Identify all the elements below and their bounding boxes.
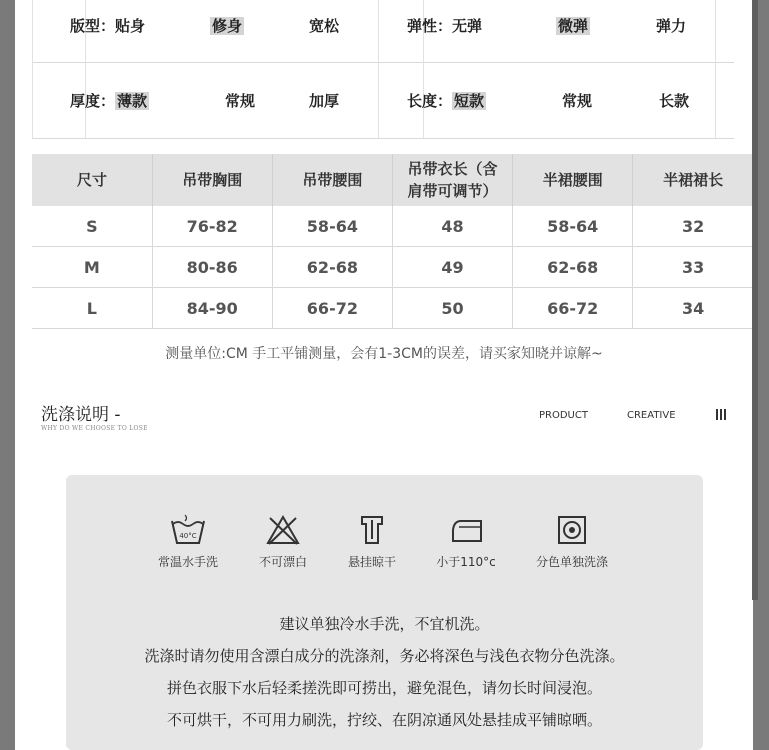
col-header-skirt-length: 半裙裙长 bbox=[633, 154, 753, 206]
table-cell: 32 bbox=[633, 206, 753, 247]
care-label-no-bleach: 不可漂白 bbox=[258, 555, 307, 569]
thickness-attribute bbox=[70, 90, 149, 111]
fit-option-slim bbox=[210, 15, 244, 36]
length-option-short: 短款 bbox=[454, 92, 485, 110]
table-cell: 34 bbox=[633, 288, 753, 329]
col-header-cami-bust: 吊带胸围 bbox=[152, 154, 272, 206]
separate-wash-icon bbox=[553, 513, 591, 547]
table-cell: M bbox=[32, 247, 152, 288]
care-item-iron bbox=[421, 513, 511, 570]
length-option-long: 长款 bbox=[659, 92, 690, 110]
length-attribute bbox=[407, 90, 486, 111]
length-label: 长度： bbox=[407, 92, 453, 110]
table-cell: 66-72 bbox=[513, 288, 633, 329]
col-header-cami-length-line1: 吊带衣长（含 bbox=[407, 160, 498, 178]
divider bbox=[715, 0, 716, 62]
elasticity-attribute bbox=[407, 15, 482, 36]
attribute-row-thickness-length bbox=[32, 62, 734, 139]
size-table bbox=[32, 154, 753, 329]
table-cell: L bbox=[32, 288, 152, 329]
fit-attribute bbox=[70, 15, 145, 36]
table-cell: S bbox=[32, 206, 152, 247]
table-row bbox=[32, 288, 753, 329]
table-cell: 48 bbox=[392, 206, 512, 247]
care-item-hang-dry bbox=[327, 513, 417, 570]
table-cell: 49 bbox=[392, 247, 512, 288]
wash-temp-label: 40°C bbox=[179, 532, 197, 540]
thickness-option-thin: 薄款 bbox=[117, 92, 148, 110]
length-option-regular: 常规 bbox=[562, 92, 593, 110]
creative-link[interactable]: CREATIVE bbox=[627, 410, 676, 421]
thickness-option-thick: 加厚 bbox=[309, 92, 340, 110]
care-label-hand-wash: 常温水手洗 bbox=[157, 555, 218, 569]
product-detail-page bbox=[15, 0, 753, 750]
wash-section-title: 洗涤说明 - bbox=[41, 405, 121, 425]
elasticity-option-slight-label: 微弹 bbox=[558, 17, 589, 35]
table-cell: 50 bbox=[392, 288, 512, 329]
care-text-line: 拼色衣服下水后轻柔搓洗即可捞出，避免混色，请勿长时间浸泡。 bbox=[166, 679, 602, 697]
divider bbox=[32, 62, 33, 138]
divider bbox=[378, 62, 379, 138]
divider bbox=[715, 62, 716, 138]
table-cell: 84-90 bbox=[152, 288, 272, 329]
care-label-hang-dry: 悬挂晾干 bbox=[347, 555, 396, 569]
col-header-size: 尺寸 bbox=[32, 154, 152, 206]
col-header-cami-waist: 吊带腰围 bbox=[272, 154, 392, 206]
hand-wash-icon bbox=[169, 513, 207, 547]
table-cell: 62-68 bbox=[513, 247, 633, 288]
col-header-skirt-waist: 半裙腰围 bbox=[513, 154, 633, 206]
col-header-cami-length-line2: 肩带可调节） bbox=[407, 182, 498, 200]
table-cell: 33 bbox=[633, 247, 753, 288]
care-text-line: 不可烘干，不可用力刷洗，拧绞、在阴凉通风处悬挂成平铺晾晒。 bbox=[166, 711, 602, 729]
size-table-header bbox=[32, 154, 753, 206]
fit-option-tight: 贴身 bbox=[115, 17, 146, 35]
care-item-no-bleach bbox=[238, 513, 328, 570]
care-label-separate-wash: 分色单独洗涤 bbox=[535, 555, 608, 569]
thickness-option-regular: 常规 bbox=[225, 92, 256, 110]
elasticity-option-slight bbox=[556, 15, 590, 36]
no-bleach-icon bbox=[264, 513, 302, 547]
elasticity-option-stretch: 弹力 bbox=[656, 17, 687, 35]
fit-option-slim-label: 修身 bbox=[212, 17, 243, 35]
elasticity-option-none: 无弹 bbox=[452, 17, 483, 35]
divider bbox=[378, 0, 379, 62]
table-cell: 58-64 bbox=[272, 206, 392, 247]
table-row bbox=[32, 247, 753, 288]
wash-section-subtitle: WHY DO WE CHOOSE TO LOSE bbox=[41, 425, 148, 432]
care-instructions-box bbox=[66, 475, 703, 750]
table-cell: 58-64 bbox=[513, 206, 633, 247]
table-cell: 66-72 bbox=[272, 288, 392, 329]
measurement-note: 测量单位:CM 手工平铺测量，会有1-3CM的误差，请买家知晓并谅解~ bbox=[165, 346, 603, 362]
menu-icon[interactable] bbox=[716, 409, 726, 420]
product-link[interactable]: PRODUCT bbox=[539, 410, 588, 421]
hang-dry-icon bbox=[353, 513, 391, 547]
care-text-line: 建议单独冷水手洗，不宜机洗。 bbox=[279, 615, 490, 633]
table-cell: 76-82 bbox=[152, 206, 272, 247]
table-cell: 80-86 bbox=[152, 247, 272, 288]
iron-icon bbox=[447, 513, 485, 547]
elasticity-label: 弹性： bbox=[407, 17, 453, 35]
care-item-hand-wash bbox=[143, 513, 233, 570]
scrollbar[interactable] bbox=[752, 0, 758, 600]
fit-option-loose: 宽松 bbox=[309, 17, 340, 35]
attribute-row-fit-elasticity bbox=[32, 0, 734, 63]
care-text-line: 洗涤时请勿使用含漂白成分的洗涤剂，务必将深色与浅色衣物分色洗涤。 bbox=[144, 647, 625, 665]
thickness-label: 厚度： bbox=[70, 92, 116, 110]
divider bbox=[32, 0, 33, 62]
col-header-cami-length bbox=[392, 154, 512, 206]
care-label-iron: 小于110°c bbox=[436, 555, 496, 569]
table-row bbox=[32, 206, 753, 247]
fit-label: 版型： bbox=[70, 17, 116, 35]
care-item-separate-wash bbox=[527, 513, 617, 570]
table-cell: 62-68 bbox=[272, 247, 392, 288]
